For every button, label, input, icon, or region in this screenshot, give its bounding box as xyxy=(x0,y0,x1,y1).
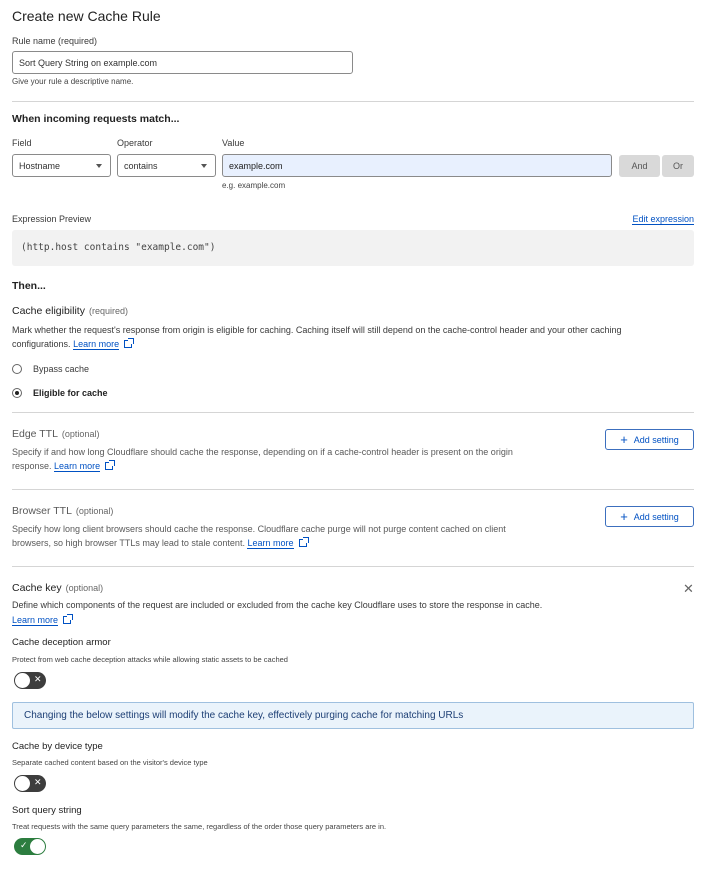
sort-toggle[interactable] xyxy=(14,838,46,855)
value-text: example.com xyxy=(229,160,283,171)
field-label: Field xyxy=(12,138,32,148)
x-icon: ✕ xyxy=(34,674,42,684)
device-toggle[interactable] xyxy=(14,775,46,792)
x-icon: ✕ xyxy=(34,777,42,787)
browser-ttl-desc: Specify how long client browsers should cache the response. Cloudflare cache purge will not purge content cached on client xyxy=(12,524,506,534)
device-title: Cache by device type xyxy=(12,741,103,752)
learn-more-link[interactable]: Learn more xyxy=(54,461,101,471)
eligibility-desc: Mark whether the request's response from origin is eligible for caching. Caching itself will still depend on the cache-control header and your other caching xyxy=(12,325,622,335)
and-button[interactable]: And xyxy=(619,155,660,177)
operator-value: contains xyxy=(124,160,158,171)
eligibility-desc-2: configurations. Learn more xyxy=(12,339,132,349)
rule-name-input[interactable] xyxy=(12,51,353,74)
match-heading: When incoming requests match... xyxy=(12,113,180,125)
plus-icon: + xyxy=(620,509,628,524)
rule-name-help: Give your rule a descriptive name. xyxy=(12,77,134,86)
divider xyxy=(12,566,694,567)
edge-ttl-desc-2: response. Learn more xyxy=(12,461,113,471)
deception-toggle[interactable] xyxy=(14,672,46,689)
close-icon[interactable]: ✕ xyxy=(683,581,694,596)
device-desc: Separate cached content based on the visitor's device type xyxy=(12,758,208,767)
edge-ttl-add-setting-button[interactable]: + Add setting xyxy=(605,429,694,450)
browser-ttl-desc-2: browsers, so high browser TTLs may lead to stale content. Learn more xyxy=(12,538,307,548)
browser-ttl-title: Browser TTL (optional) xyxy=(12,505,114,517)
operator-select[interactable] xyxy=(117,154,216,177)
external-link-icon xyxy=(299,539,307,547)
external-link-icon xyxy=(124,340,132,348)
external-link-icon xyxy=(63,616,71,624)
bypass-cache-radio[interactable] xyxy=(12,364,22,374)
or-button[interactable]: Or xyxy=(662,155,694,177)
divider xyxy=(12,412,694,413)
learn-more-link[interactable]: Learn more xyxy=(12,615,59,625)
value-label: Value xyxy=(222,138,245,148)
then-heading: Then... xyxy=(12,280,46,292)
field-select[interactable] xyxy=(12,154,111,177)
plus-icon: + xyxy=(620,432,628,447)
rule-name-label: Rule name (required) xyxy=(12,36,98,46)
bypass-cache-label: Bypass cache xyxy=(33,364,90,374)
browser-ttl-add-setting-button[interactable]: + Add setting xyxy=(605,506,694,527)
field-value: Hostname xyxy=(19,160,61,171)
deception-title: Cache deception armor xyxy=(12,637,111,648)
rule-name-value: Sort Query String on example.com xyxy=(19,57,158,68)
edge-ttl-desc: Specify if and how long Cloudflare should cache the response, depending on if a cache-control header is present on the origin xyxy=(12,447,513,457)
cache-key-title: Cache key (optional) xyxy=(12,582,104,594)
cache-key-learn xyxy=(12,615,71,625)
learn-more-link[interactable]: Learn more xyxy=(247,538,294,548)
chevron-down-icon xyxy=(201,164,207,168)
external-link-icon xyxy=(105,462,113,470)
expression-preview: (http.host contains "example.com") xyxy=(12,230,694,266)
deception-desc: Protect from web cache deception attacks while allowing static assets to be cached xyxy=(12,655,288,664)
value-input[interactable] xyxy=(222,154,612,177)
operator-label: Operator xyxy=(117,138,153,148)
edge-ttl-title: Edge TTL (optional) xyxy=(12,428,100,440)
divider xyxy=(12,101,694,102)
eligible-cache-label: Eligible for cache xyxy=(33,388,108,398)
sort-title: Sort query string xyxy=(12,805,82,816)
check-icon: ✓ xyxy=(20,840,28,850)
divider xyxy=(12,489,694,490)
sort-desc: Treat requests with the same query parameters the same, regardless of the order those query parameters are in. xyxy=(12,822,387,831)
chevron-down-icon xyxy=(96,164,102,168)
cache-key-desc: Define which components of the request are included or excluded from the cache key Cloudflare uses to store the response in cache. xyxy=(12,600,543,610)
expression-label: Expression Preview xyxy=(12,214,92,224)
eligible-cache-radio[interactable] xyxy=(12,388,22,398)
page-title: Create new Cache Rule xyxy=(12,8,161,24)
learn-more-link[interactable]: Learn more xyxy=(73,339,120,349)
value-hint: e.g. example.com xyxy=(222,181,286,190)
edit-expression-link[interactable]: Edit expression xyxy=(632,214,694,224)
cache-key-banner: Changing the below settings will modify the cache key, effectively purging cache for matching URLs xyxy=(12,702,694,729)
eligibility-title: Cache eligibility (required) xyxy=(12,305,128,317)
